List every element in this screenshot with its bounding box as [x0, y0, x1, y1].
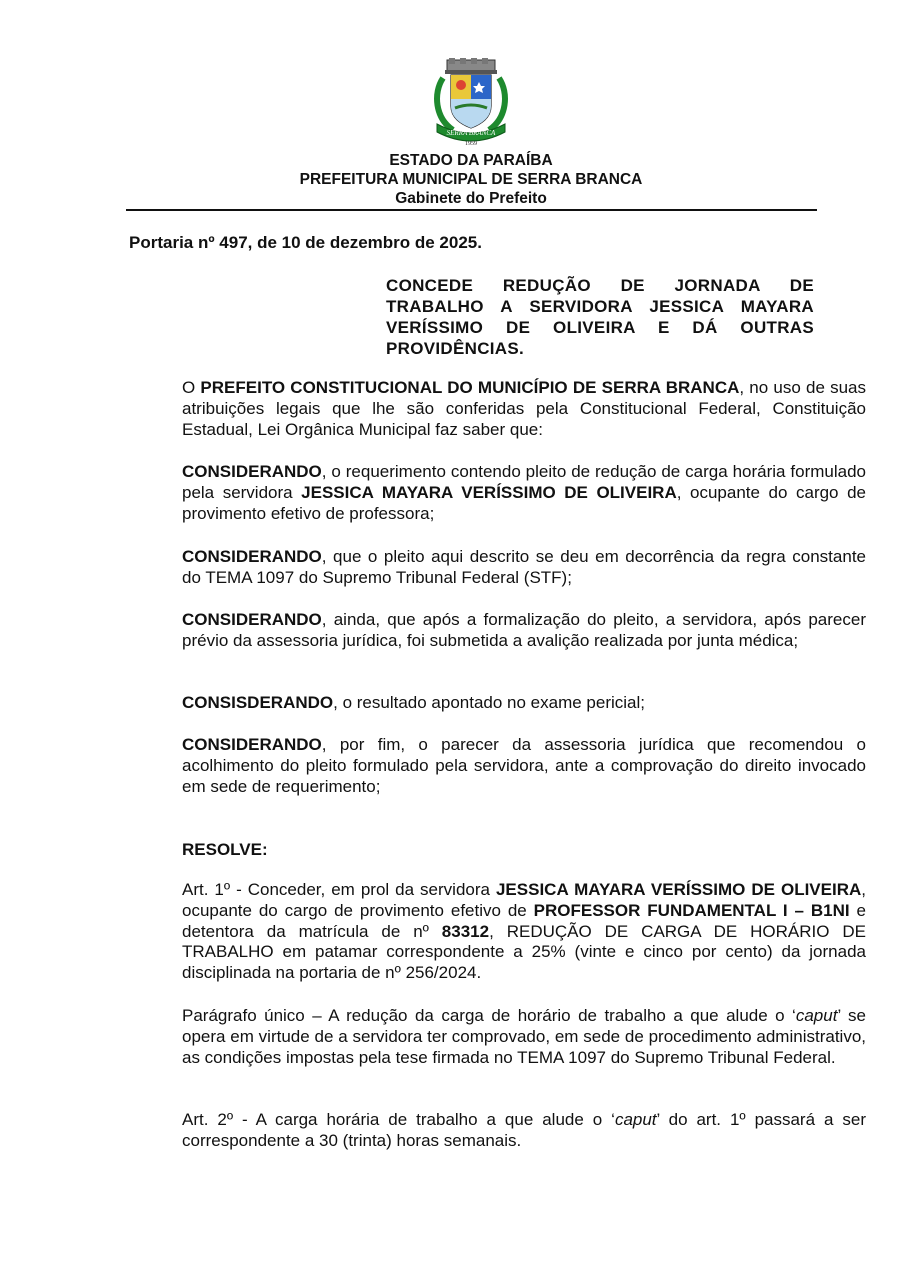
paragraph-unique: Parágrafo único – A redução da carga de horário de trabalho a que alude o ‘caput’ se opera em virtude de a servidora ter comprovado, em sede de procedimento administrativo, as condições impostas pela tese firmada no TEMA 1097 do Supremo Tribunal Federal. — [182, 1006, 867, 1067]
header-state: ESTADO DA PARAÍBA — [389, 152, 553, 169]
considerando-1: CONSIDERANDO, o requerimento contendo pleito de redução de carga horária formulado pela servidora JESSICA MAYARA VERÍSSIMO DE OLIVEIRA, ocupante do cargo de provimento efetivo de professora; — [182, 462, 866, 523]
considerando-3: CONSIDERANDO, ainda, que após a formalização do pleito, a servidora, após parecer prévio da assessoria jurídica, foi submetida a avalição realizada por junta médica; — [182, 610, 866, 650]
coat-of-arms-icon — [433, 58, 509, 146]
article-1: Art. 1º - Conceder, em prol da servidora JESSICA MAYARA VERÍSSIMO DE OLIVEIRA, ocupante do cargo de provimento efetivo de PROFESSOR FUNDAMENTAL I – B1NI e detentora da matrícula de nº 83312, REDUÇÃO DE CARGA DE HORÁRIO DE TRABALHO em patamar correspondente a 25% (vinte e cinco por cento) da jornada disciplinada na portaria de nº 256/2024. — [182, 880, 866, 983]
header-office: Gabinete do Prefeito — [395, 190, 547, 207]
considerando-5: CONSIDERANDO, por fim, o parecer da assessoria jurídica que recomendou o acolhimento do pleito formulado pela servidora, ante a comprovação do direito invocado em sede de requerimento; — [182, 735, 866, 796]
considerando-2: CONSIDERANDO, que o pleito aqui descrito se deu em decorrência da regra constante do TEMA 1097 do Supremo Tribunal Federal (STF); — [182, 547, 866, 587]
letterhead — [126, 151, 816, 208]
header-divider — [126, 209, 817, 211]
seal-year-text: 1959 — [465, 141, 477, 146]
article-2: Art. 2º - A carga horária de trabalho a que alude o ‘caput’ do art. 1º passará a ser correspondente a 30 (trinta) horas semanais. — [182, 1110, 866, 1150]
ementa: CONCEDE REDUÇÃO DE JORNADA DE TRABALHO A SERVIDORA JESSICA MAYARA VERÍSSIMO DE OLIVEIRA E DÁ OUTRAS PROVIDÊNCIAS. — [386, 276, 814, 358]
seal-banner-text: SERRA BRANCA — [446, 129, 496, 137]
resolve-heading: RESOLVE: — [182, 840, 268, 859]
considerando-4: CONSISDERANDO, o resultado apontado no exame pericial; — [182, 693, 645, 712]
document-title: Portaria nº 497, de 10 de dezembro de 2025. — [129, 233, 482, 252]
preamble: O PREFEITO CONSTITUCIONAL DO MUNICÍPIO DE SERRA BRANCA, no uso de suas atribuições legais que lhe são conferidas pela Constitucional Federal, Constituição Estadual, Lei Orgânica Municipal faz saber que: — [182, 378, 866, 439]
header-city-hall: PREFEITURA MUNICIPAL DE SERRA BRANCA — [299, 171, 643, 188]
